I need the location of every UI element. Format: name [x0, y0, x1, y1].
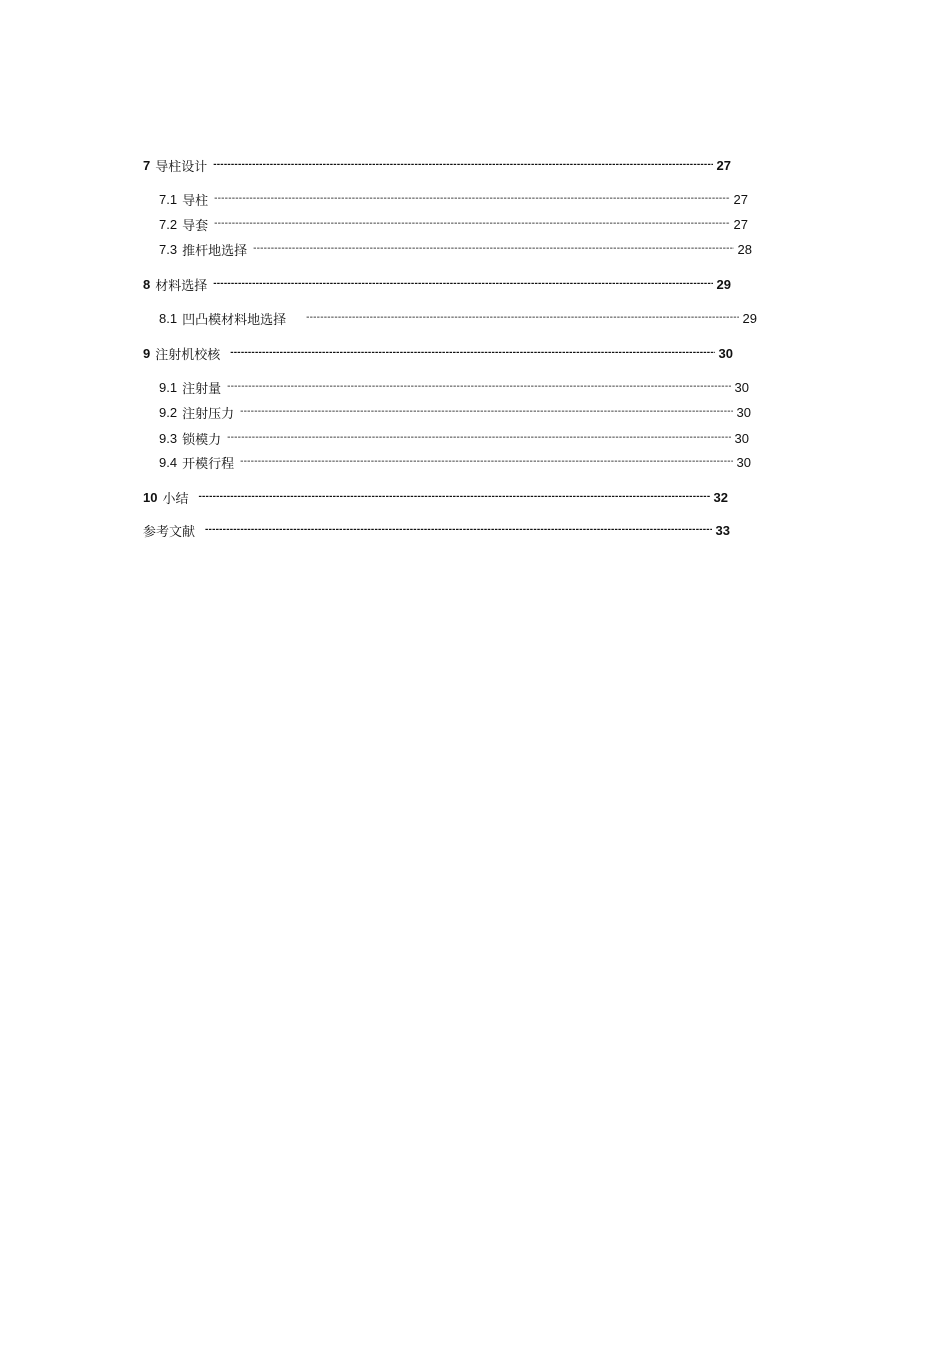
dot-leader	[214, 189, 729, 209]
toc-number: 9.1	[159, 379, 178, 395]
toc-number: 7	[143, 157, 151, 173]
toc-entry-references[interactable]	[143, 520, 730, 540]
toc-entry-9-2[interactable]	[159, 402, 751, 422]
toc-page-number: 30	[734, 379, 749, 395]
toc-page-number: 30	[718, 345, 733, 361]
toc-entry-chapter-7[interactable]	[143, 155, 731, 175]
toc-page-number: 27	[733, 216, 748, 232]
toc-number: 8.1	[159, 310, 178, 326]
toc-number: 7.1	[159, 191, 178, 207]
toc-title: 注射量	[182, 381, 222, 397]
toc-number: 10	[143, 489, 158, 505]
toc-page-number: 29	[742, 310, 757, 326]
toc-number: 8	[143, 276, 151, 292]
toc-title: 材料选择	[155, 278, 208, 294]
toc-number: 9.3	[159, 430, 178, 446]
dot-leader	[205, 520, 712, 540]
toc-title: 参考文献	[143, 524, 196, 540]
dot-leader	[227, 377, 730, 397]
toc-entry-9-3[interactable]	[159, 428, 749, 448]
toc-page-number: 33	[715, 522, 730, 538]
toc-entry-9-1[interactable]	[159, 377, 749, 397]
toc-page-number: 32	[713, 489, 728, 505]
toc-title: 导柱设计	[155, 159, 208, 175]
dot-leader	[253, 239, 733, 259]
toc-title: 小结	[162, 491, 189, 507]
toc-title: 导柱	[182, 193, 209, 209]
toc-page-number: 29	[716, 276, 731, 292]
toc-title: 凹凸模材料地选择	[182, 312, 287, 328]
toc-title: 开模行程	[182, 456, 235, 472]
toc-entry-7-2[interactable]	[159, 214, 748, 234]
dot-leader	[240, 452, 732, 472]
toc-number: 7.2	[159, 216, 178, 232]
toc-entry-chapter-9[interactable]	[143, 343, 733, 363]
toc-entry-7-1[interactable]	[159, 189, 748, 209]
toc-page-number: 27	[716, 157, 731, 173]
dot-leader	[230, 343, 714, 363]
toc-page-number: 28	[737, 241, 752, 257]
dot-leader	[213, 155, 712, 175]
dot-leader	[306, 308, 738, 328]
toc-title: 推杆地选择	[182, 243, 248, 259]
dot-leader	[214, 214, 729, 234]
toc-page-number: 27	[733, 191, 748, 207]
dot-leader	[198, 487, 709, 507]
toc-entry-7-3[interactable]	[159, 239, 752, 259]
toc-page-number: 30	[736, 454, 751, 470]
toc-entry-chapter-10[interactable]	[143, 487, 728, 507]
toc-title: 注射压力	[182, 406, 235, 422]
dot-leader	[227, 428, 730, 448]
toc-title: 注射机校核	[155, 347, 221, 363]
toc-title: 锁模力	[182, 432, 222, 448]
toc-page-number: 30	[734, 430, 749, 446]
dot-leader	[240, 402, 732, 422]
toc-page-number: 30	[736, 404, 751, 420]
toc-number: 7.3	[159, 241, 178, 257]
toc-number: 9.2	[159, 404, 178, 420]
toc-entry-9-4[interactable]	[159, 452, 751, 472]
dot-leader	[213, 274, 712, 294]
toc-number: 9.4	[159, 454, 178, 470]
toc-title: 导套	[182, 218, 209, 234]
toc-entry-8-1[interactable]	[159, 308, 757, 328]
toc-entry-chapter-8[interactable]	[143, 274, 731, 294]
toc-number: 9	[143, 345, 151, 361]
